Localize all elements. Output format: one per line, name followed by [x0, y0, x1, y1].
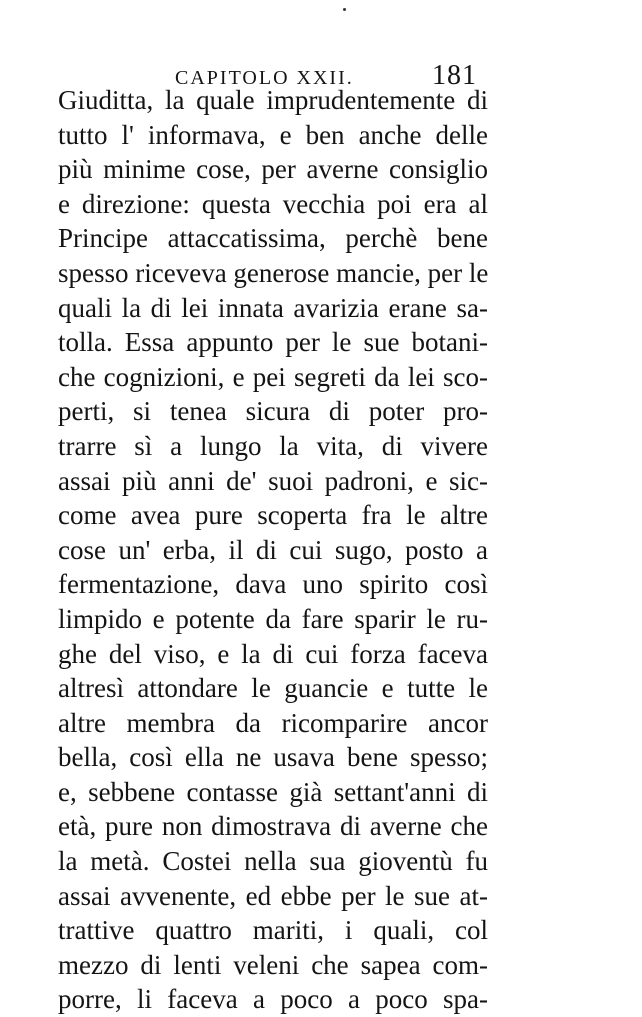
text-line: assai più anni de' suoi padroni, e sic-: [58, 465, 488, 496]
text-line: Giuditta, la quale imprudentemente di: [58, 85, 488, 115]
text-line: ghe del viso, e la di cui forza faceva: [58, 638, 488, 669]
text-line: trattive quattro mariti, i quali, col: [58, 915, 488, 946]
text-line: tutto l' informava, e ben anche delle: [58, 119, 488, 150]
text-line: spesso riceveva generose mancie, per le: [58, 257, 489, 288]
text-line: porre, li faceva a poco a poco spa-: [58, 984, 488, 1015]
chapter-heading: CAPITOLO XXII.: [175, 67, 354, 89]
text-line: e direzione: questa vecchia poi era al: [58, 188, 488, 219]
body-text: [58, 83, 488, 1017]
text-line: trarre sì a lungo la vita, di vivere: [58, 430, 488, 461]
text-line: che cognizioni, e pei segreti da lei sco-: [58, 361, 488, 392]
text-line: bella, così ella ne usava bene spesso;: [58, 742, 488, 773]
text-line: mezzo di lenti veleni che sapea com-: [58, 949, 488, 980]
text-line: altre membra da ricomparire ancor: [58, 707, 488, 738]
text-line: come avea pure scoperta fra le altre: [58, 500, 488, 531]
text-line: perti, si tenea sicura di poter pro-: [58, 396, 488, 427]
text-line: tolla. Essa appunto per le sue botani-: [58, 327, 488, 358]
text-line: età, pure non dimostrava di averne che: [58, 811, 488, 842]
text-line: limpido e potente da fare sparir le ru-: [58, 603, 488, 634]
text-line: altresì attondare le guancie e tutte le: [58, 673, 488, 704]
text-line: Principe attaccatissima, perchè bene: [58, 223, 488, 254]
text-line: e, sebbene contasse già settant'anni di: [58, 776, 488, 807]
text-line: quali la di lei innata avarizia erane sa-: [58, 292, 488, 323]
page-number: 181: [432, 60, 477, 91]
text-line: più minime cose, per averne consiglio: [58, 154, 488, 185]
ink-speck: [343, 8, 346, 11]
text-line: assai avvenente, ed ebbe per le sue at-: [58, 880, 488, 911]
text-line: cose un' erba, il di cui sugo, posto a: [58, 534, 488, 565]
text-line: la metà. Costei nella sua gioventù fu: [58, 846, 488, 877]
text-line: fermentazione, dava uno spirito così: [58, 569, 488, 600]
